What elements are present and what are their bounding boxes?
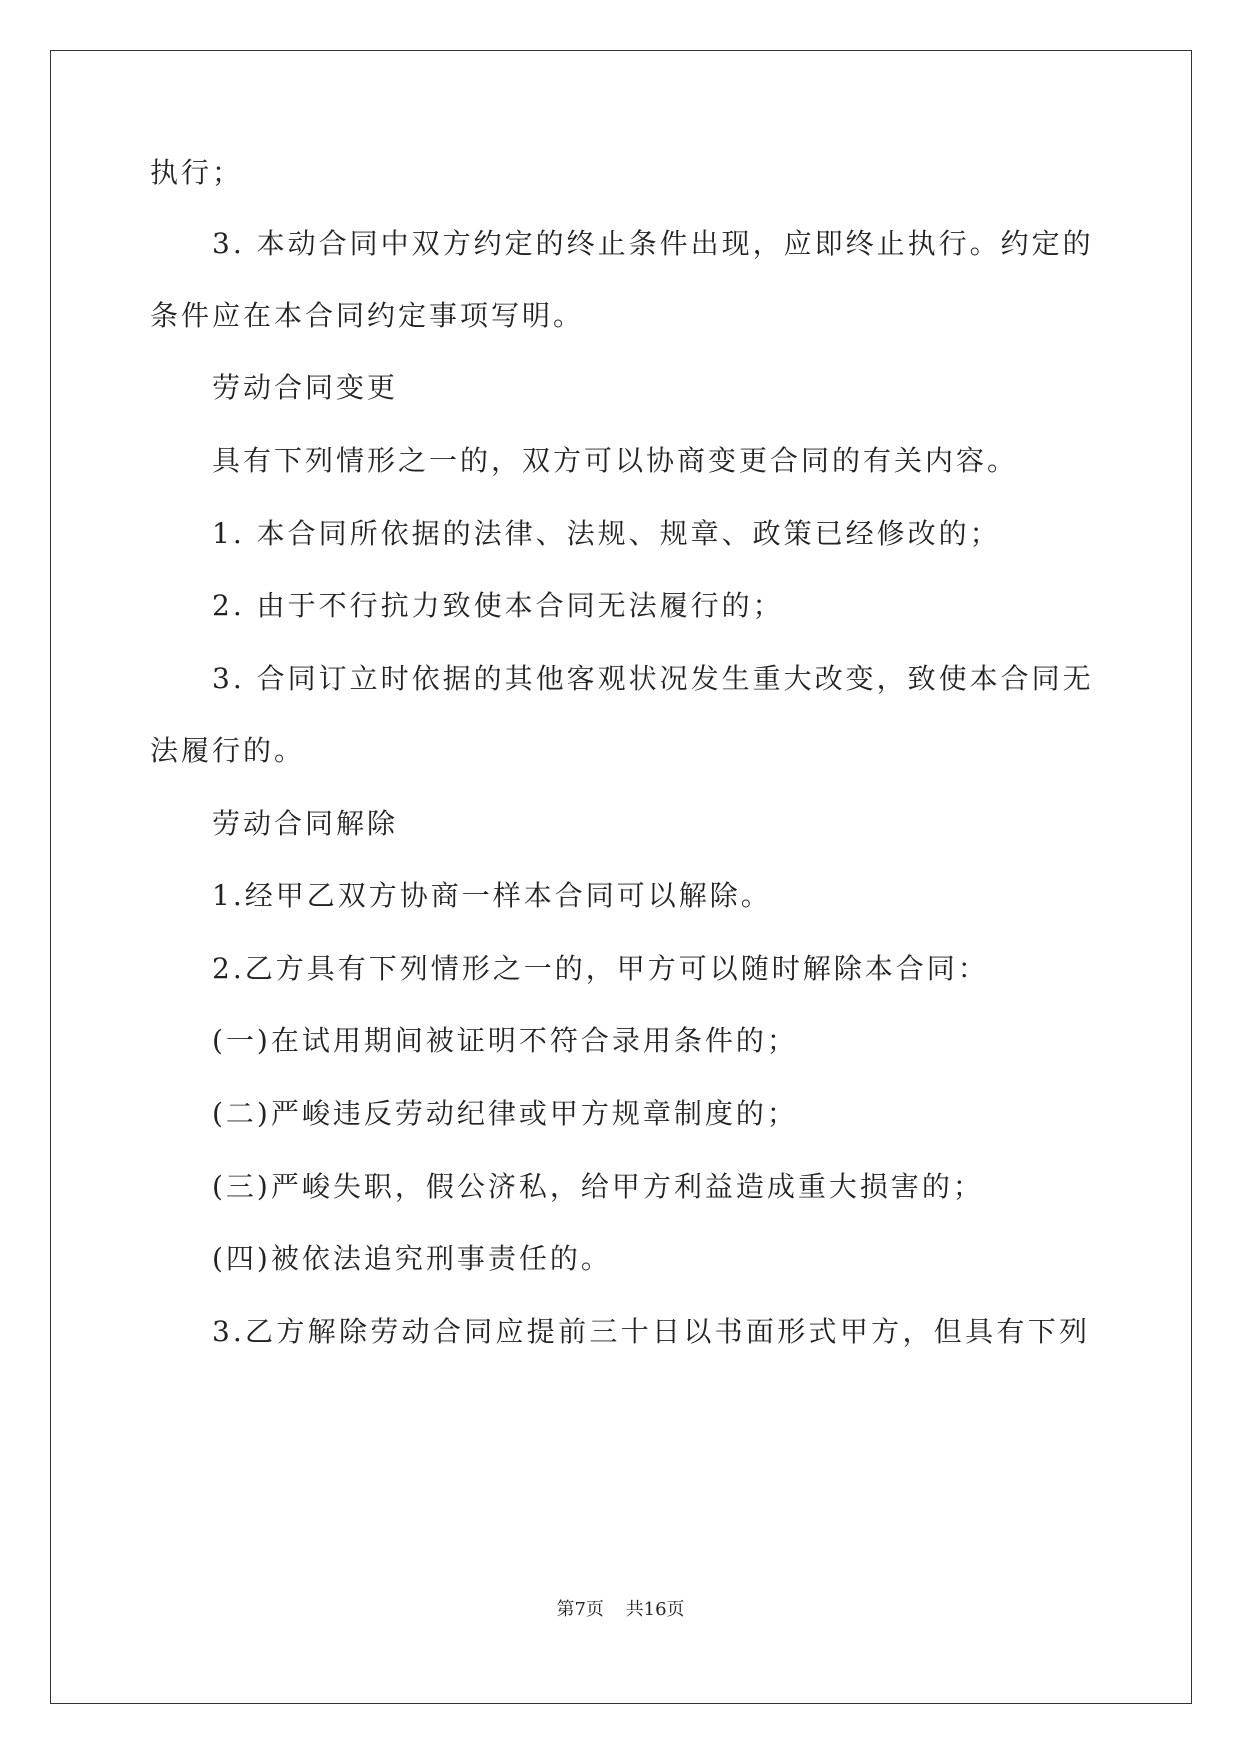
page-footer — [0, 1598, 1241, 1622]
list-item: (三)严峻失职，假公济私，给甲方利益造成重大损害的； — [212, 1170, 984, 1203]
paragraph-line: 具有下列情形之一的，双方可以协商变更合同的有关内容。 — [212, 444, 1019, 477]
list-item: 3.乙方解除劳动合同应提前三十日以书面形式甲方，但具有下列 — [212, 1315, 1090, 1348]
paragraph-line: 执行； — [150, 156, 244, 189]
list-item: (一)在试用期间被证明不符合录用条件的； — [212, 1024, 798, 1057]
list-item: (二)严峻违反劳动纪律或甲方规章制度的； — [212, 1097, 798, 1130]
list-item: 3. 合同订立时依据的其他客观状况发生重大改变，致使本合同无 — [212, 662, 1094, 695]
list-item: 1.经甲乙双方协商一样本合同可以解除。 — [212, 879, 772, 912]
paragraph-line: 3. 本动合同中双方约定的终止条件出现，应即终止执行。约定的 — [212, 227, 1094, 260]
section-heading: 劳动合同变更 — [212, 371, 399, 404]
list-item: (四)被依法追究刑事责任的。 — [212, 1242, 612, 1275]
page-number: 第7页 — [556, 1599, 604, 1620]
list-item: 1. 本合同所依据的法律、法规、规章、政策已经修改的； — [212, 517, 1001, 550]
section-heading: 劳动合同解除 — [212, 807, 399, 840]
list-item: 2.乙方具有下列情形之一的，甲方可以随时解除本合同： — [212, 952, 989, 985]
page-total: 共16页 — [625, 1599, 685, 1620]
paragraph-line: 条件应在本合同约定事项写明。 — [150, 299, 585, 332]
list-item: 2. 由于不行抗力致使本合同无法履行的； — [212, 589, 784, 622]
paragraph-line: 法履行的。 — [150, 734, 306, 767]
